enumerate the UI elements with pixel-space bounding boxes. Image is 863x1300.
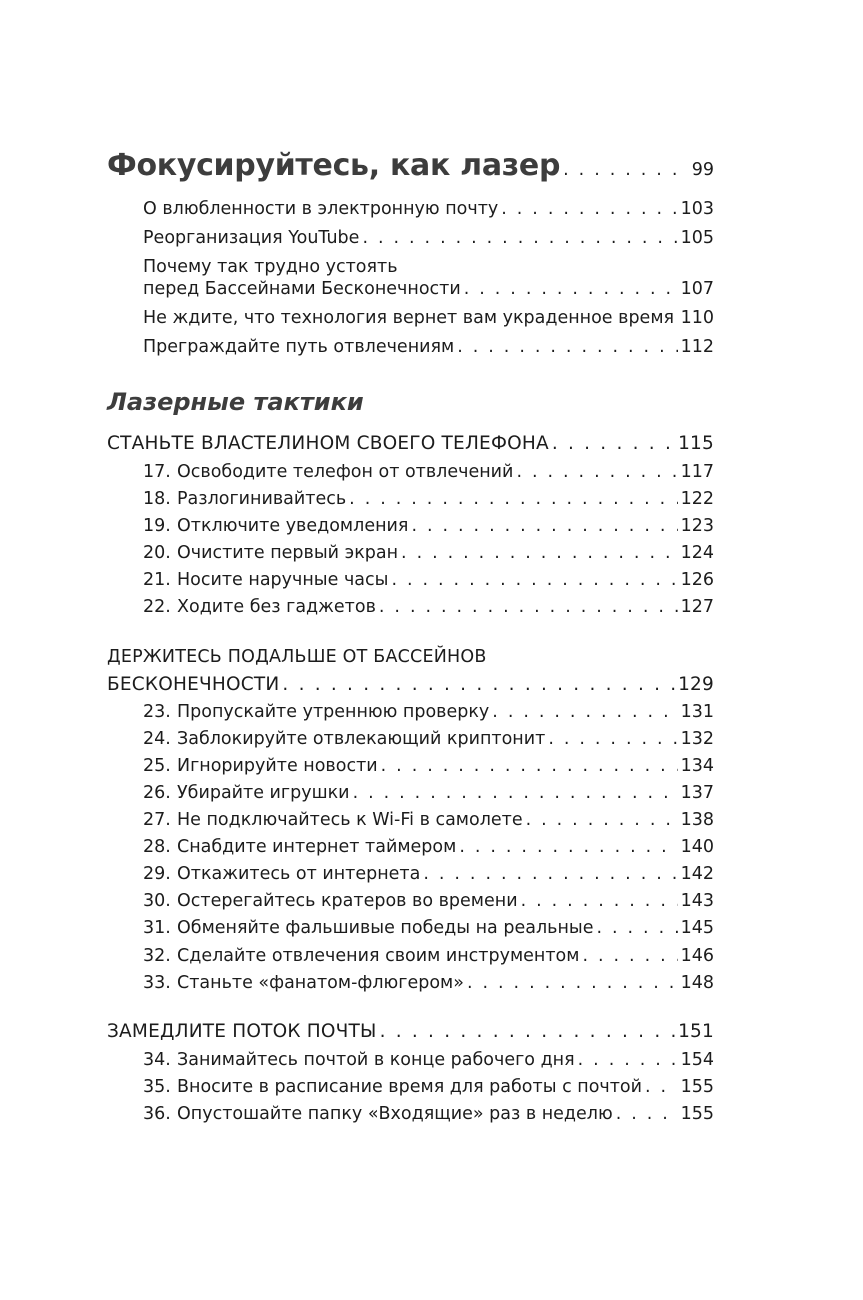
toc-entry xyxy=(143,701,714,723)
page-number: 112 xyxy=(680,337,714,357)
leader-dots xyxy=(548,728,677,750)
entry-number: 18. xyxy=(143,489,171,509)
toc-entry xyxy=(143,596,714,618)
entry-number: 19. xyxy=(143,516,171,536)
leader-dots xyxy=(516,461,677,483)
page-number: 145 xyxy=(680,918,714,938)
toc-entry xyxy=(143,917,714,939)
page-number: 122 xyxy=(680,489,714,509)
page-number: 117 xyxy=(680,462,714,482)
leader-dots xyxy=(596,917,677,939)
leader-dots xyxy=(677,307,678,329)
leader-dots xyxy=(381,755,678,777)
leader-dots xyxy=(578,1049,678,1071)
toc-entry xyxy=(143,782,714,804)
leader-dots xyxy=(563,153,689,187)
part-heading xyxy=(107,149,714,187)
entry-title: Реорганизация YouTube xyxy=(143,228,360,248)
toc-entry xyxy=(143,227,714,249)
entry-title: Преграждайте путь отвлечениям xyxy=(143,337,455,357)
leader-dots xyxy=(492,701,677,723)
part-title: Фокусируйтесь, как лазер xyxy=(107,148,561,183)
page-number: 137 xyxy=(680,783,714,803)
entry-number: 33. xyxy=(143,973,171,993)
toc-entry xyxy=(143,278,714,300)
page-number: 155 xyxy=(680,1077,714,1097)
entry-title: Ходите без гаджетов xyxy=(177,597,376,617)
toc-entry xyxy=(143,1076,714,1098)
page-number: 127 xyxy=(680,597,714,617)
toc-entry xyxy=(143,515,714,537)
toc-entry xyxy=(143,728,714,750)
page-number: 132 xyxy=(680,729,714,749)
section-heading xyxy=(107,433,714,455)
leader-dots xyxy=(616,1103,678,1125)
page-number: 148 xyxy=(680,973,714,993)
section-heading xyxy=(107,1021,714,1043)
section-title: СТАНЬТЕ ВЛАСТЕЛИНОМ СВОЕГО ТЕЛЕФОНА xyxy=(107,433,549,454)
entry-number: 26. xyxy=(143,783,171,803)
entry-title: Снабдите интернет таймером xyxy=(177,837,457,857)
page-number: 142 xyxy=(680,864,714,884)
entry-title: О влюбленности в электронную почту xyxy=(143,199,499,219)
entry-title: Не ждите, что технология вернет вам украденное время xyxy=(143,308,675,328)
page-number: 99 xyxy=(691,160,714,180)
entry-title: Вносите в расписание время для работы с почтой xyxy=(177,1077,643,1097)
section-title-line1: ДЕРЖИТЕСЬ ПОДАЛЬШЕ ОТ БАССЕЙНОВ xyxy=(107,647,487,667)
entry-number: 24. xyxy=(143,729,171,749)
toc-entry xyxy=(143,542,714,564)
entry-title: Обменяйте фальшивые победы на реальные xyxy=(177,918,594,938)
tactics-heading: Лазерные тактики xyxy=(107,388,364,416)
section-title: ЗАМЕДЛИТЕ ПОТОК ПОЧТЫ xyxy=(107,1021,377,1042)
leader-dots xyxy=(353,782,678,804)
page-number: 151 xyxy=(678,1021,714,1042)
leader-dots xyxy=(380,1021,676,1043)
entry-number: 36. xyxy=(143,1104,171,1124)
entry-number: 31. xyxy=(143,918,171,938)
entry-title: Пропускайте утреннюю проверку xyxy=(177,702,490,722)
page-number: 123 xyxy=(680,516,714,536)
entry-title: Отключите уведомления xyxy=(177,516,409,536)
leader-dots xyxy=(459,836,677,858)
toc-entry xyxy=(143,1049,714,1071)
leader-dots xyxy=(401,542,678,564)
leader-dots xyxy=(467,972,678,994)
entry-title: Очистите первый экран xyxy=(177,543,399,563)
toc-entry xyxy=(143,307,714,329)
toc-entry xyxy=(143,569,714,591)
entry-number: 32. xyxy=(143,946,171,966)
page-number: 126 xyxy=(680,570,714,590)
section-title: БЕСКОНЕЧНОСТИ xyxy=(107,674,280,695)
entry-number: 27. xyxy=(143,810,171,830)
entry-number: 29. xyxy=(143,864,171,884)
entry-title: Занимайтесь почтой в конце рабочего дня xyxy=(177,1050,575,1070)
toc-entry xyxy=(143,461,714,483)
entry-title-line1: Почему так трудно устоять xyxy=(143,257,398,277)
entry-number: 17. xyxy=(143,462,171,482)
entry-number: 30. xyxy=(143,891,171,911)
leader-dots xyxy=(282,674,675,696)
leader-dots xyxy=(362,227,677,249)
leader-dots xyxy=(526,809,678,831)
page-number: 154 xyxy=(680,1050,714,1070)
page-number: 110 xyxy=(680,308,714,328)
entry-number: 25. xyxy=(143,756,171,776)
entry-number: 21. xyxy=(143,570,171,590)
leader-dots xyxy=(552,433,675,455)
entry-number: 20. xyxy=(143,543,171,563)
page-number: 124 xyxy=(680,543,714,563)
entry-title: Разлогинивайтесь xyxy=(177,489,347,509)
leader-dots xyxy=(411,515,677,537)
toc-entry xyxy=(143,1103,714,1125)
toc-entry xyxy=(143,336,714,358)
page-number: 155 xyxy=(680,1104,714,1124)
entry-title: Носите наручные часы xyxy=(177,570,389,590)
leader-dots xyxy=(391,569,677,591)
entry-title: Игнорируйте новости xyxy=(177,756,378,776)
toc-entry xyxy=(143,488,714,510)
leader-dots xyxy=(349,488,677,510)
entry-title: Остерегайтесь кратеров во времени xyxy=(177,891,518,911)
toc-entry xyxy=(143,945,714,967)
section-heading xyxy=(107,674,714,696)
page-number: 115 xyxy=(678,433,714,454)
entry-title: Не подключайтесь к Wi-Fi в самолете xyxy=(177,810,523,830)
page-number: 146 xyxy=(680,946,714,966)
toc-entry xyxy=(143,198,714,220)
page-number: 105 xyxy=(680,228,714,248)
leader-dots xyxy=(582,945,677,967)
leader-dots xyxy=(501,198,677,220)
page-number: 140 xyxy=(680,837,714,857)
entry-number: 22. xyxy=(143,597,171,617)
entry-title: Опустошайте папку «Входящие» раз в неделю xyxy=(177,1104,613,1124)
leader-dots xyxy=(645,1076,678,1098)
toc-entry xyxy=(143,755,714,777)
page-number: 129 xyxy=(678,674,714,695)
entry-number: 28. xyxy=(143,837,171,857)
toc-entry xyxy=(143,809,714,831)
entry-title: Станьте «фанатом-флюгером» xyxy=(177,973,464,993)
entry-title: Освободите телефон от отвлечений xyxy=(177,462,514,482)
entry-title: Сделайте отвлечения своим инструментом xyxy=(177,946,580,966)
entry-title: перед Бассейнами Бесконечности xyxy=(143,279,461,299)
toc-entry xyxy=(143,890,714,912)
page-number: 131 xyxy=(680,702,714,722)
leader-dots xyxy=(379,596,678,618)
page-number: 143 xyxy=(680,891,714,911)
page-number: 107 xyxy=(680,279,714,299)
leader-dots xyxy=(423,863,677,885)
toc-entry xyxy=(143,863,714,885)
entry-number: 34. xyxy=(143,1050,171,1070)
toc-entry xyxy=(143,972,714,994)
entry-number: 35. xyxy=(143,1077,171,1097)
leader-dots xyxy=(464,278,678,300)
leader-dots xyxy=(521,890,678,912)
entry-number: 23. xyxy=(143,702,171,722)
entry-title: Убирайте игрушки xyxy=(177,783,350,803)
page-number: 103 xyxy=(680,199,714,219)
leader-dots xyxy=(457,336,677,358)
entry-title: Заблокируйте отвлекающий криптонит xyxy=(177,729,546,749)
toc-entry xyxy=(143,836,714,858)
page-number: 134 xyxy=(680,756,714,776)
entry-title: Откажитесь от интернета xyxy=(177,864,421,884)
page-number: 138 xyxy=(680,810,714,830)
